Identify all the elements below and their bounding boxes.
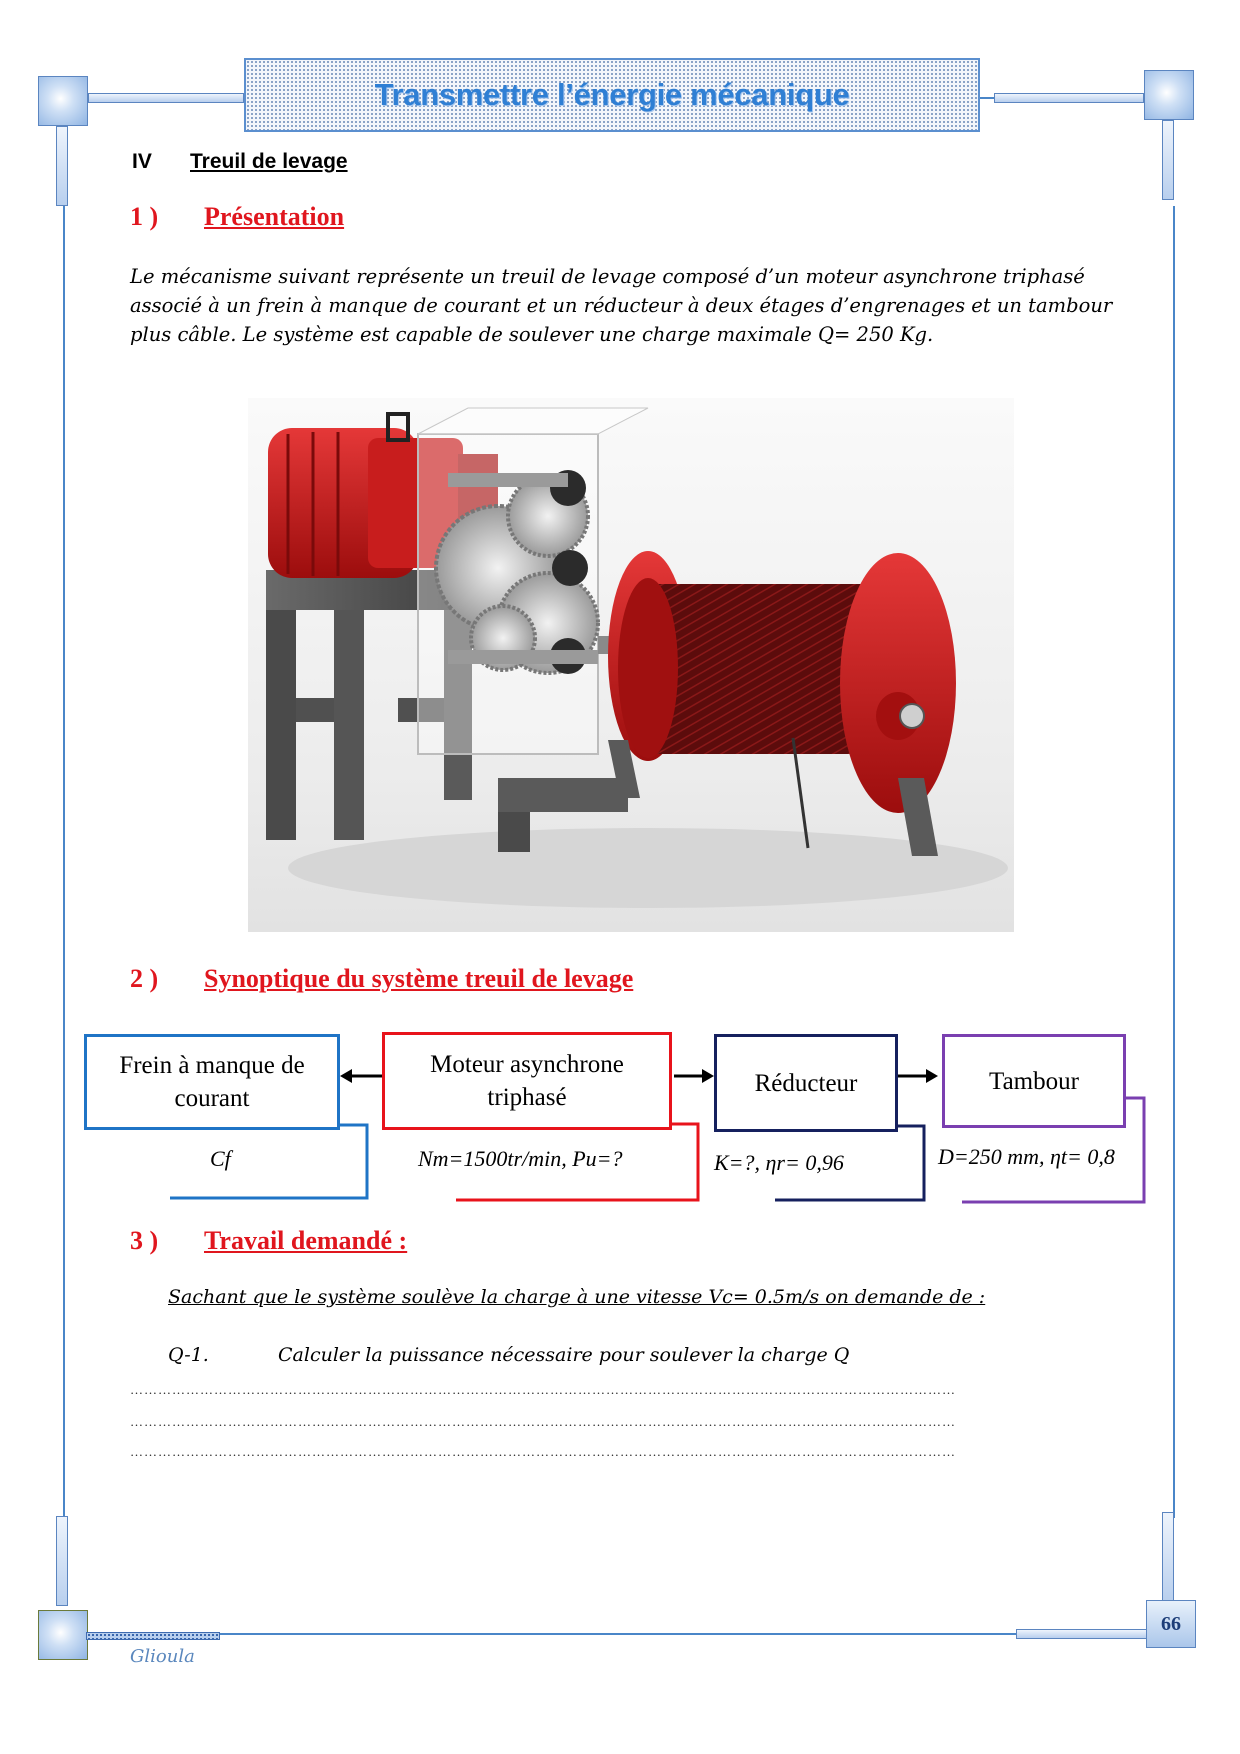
drum-param: D=250 mm, ηt= 0,8 (938, 1144, 1115, 1169)
question-1-number: Q-1. (168, 1344, 209, 1366)
brake-bracket (170, 1125, 367, 1198)
section-heading (132, 150, 348, 174)
question-1-text: Calculer la puissance nécessaire pour soulever la charge Q (278, 1344, 850, 1366)
work-intro: Sachant que le système soulève la charge à une vitesse Vc= 0.5m/s on demande de : (168, 1286, 986, 1308)
author-name: Glioula (130, 1646, 195, 1667)
motor-label-line2: triphasé (487, 1084, 567, 1111)
question-1 (168, 1344, 849, 1366)
presentation-title: Présentation (204, 202, 345, 231)
paragraph-line: plus câble. Le système est capable de soulever une charge maximale Q= 250 Kg. (130, 323, 934, 346)
title-banner (244, 58, 980, 132)
arrow-head-reducer (702, 1069, 714, 1083)
motor-block (382, 1032, 672, 1130)
winch-image (248, 398, 1014, 932)
motor-param: Nm=1500tr/min, Pu=? (418, 1146, 623, 1171)
presentation-number: 1 ) (130, 202, 159, 231)
work-heading (130, 1226, 407, 1256)
answer-line-3[interactable]: …………………………………………………………………………………………………………………………………………………………… (130, 1444, 956, 1459)
paragraph-line: Le mécanisme suivant représente un treuil de levage composé d’un moteur asynchrone triphasé (130, 265, 1085, 288)
section-title: Treuil de levage (190, 150, 348, 173)
frame-left-line (63, 206, 65, 1518)
rod-top-left-v (56, 126, 68, 206)
page-number: 66 (1146, 1600, 1196, 1648)
motor-label-line1: Moteur asynchrone (430, 1051, 624, 1078)
drum-block (942, 1034, 1126, 1128)
synoptic-title: Synoptique du système treuil de levage (204, 964, 634, 993)
presentation-paragraph (130, 262, 1140, 349)
presentation-heading (130, 202, 344, 232)
frame-bottom-line (220, 1633, 1018, 1635)
synoptic-number: 2 ) (130, 964, 159, 993)
drum-label: Tambour (989, 1067, 1079, 1095)
arrow-head-brake (340, 1069, 352, 1083)
brake-label-line1: Frein à manque de (119, 1052, 305, 1079)
rod-bottom-right-h (1016, 1629, 1148, 1639)
brake-param: Cf (210, 1146, 231, 1171)
corner-top-right (1144, 70, 1194, 120)
answer-line-1[interactable]: …………………………………………………………………………………………………………………………………………………………… (130, 1382, 956, 1397)
rod-top-left-h (88, 93, 244, 103)
drum (598, 551, 956, 856)
rod-bottom-right-v (1162, 1512, 1174, 1602)
rod-bottom-left-v (56, 1516, 68, 1606)
corner-bottom-left (38, 1610, 88, 1660)
brake-block (84, 1034, 340, 1130)
section-number: IV (132, 150, 152, 173)
reducer-block (714, 1034, 898, 1132)
footer-dotted-bar (86, 1632, 220, 1640)
paragraph-line: associé à un frein à manque de courant et un réducteur à deux étages d’engrenages et un tambour (130, 294, 1113, 317)
rod-top-right-h (994, 93, 1144, 103)
corner-top-left (38, 76, 88, 126)
reducer-param: K=?, ηr= 0,96 (714, 1150, 844, 1175)
ground-shadow (288, 828, 1008, 908)
frame-right-line (1173, 206, 1175, 1518)
work-number: 3 ) (130, 1226, 159, 1255)
arrow-head-drum (926, 1069, 938, 1083)
work-title: Travail demandé : (204, 1226, 408, 1255)
answer-line-2[interactable]: …………………………………………………………………………………………………………………………………………………………… (130, 1414, 956, 1429)
synoptic-heading (130, 964, 633, 994)
brake-label-line2: courant (174, 1085, 250, 1112)
rod-top-right-v (1162, 120, 1174, 200)
reducer-label: Réducteur (754, 1069, 858, 1097)
winch-illustration (248, 398, 1014, 932)
page-title: Transmettre l’énergie mécanique (374, 77, 850, 112)
